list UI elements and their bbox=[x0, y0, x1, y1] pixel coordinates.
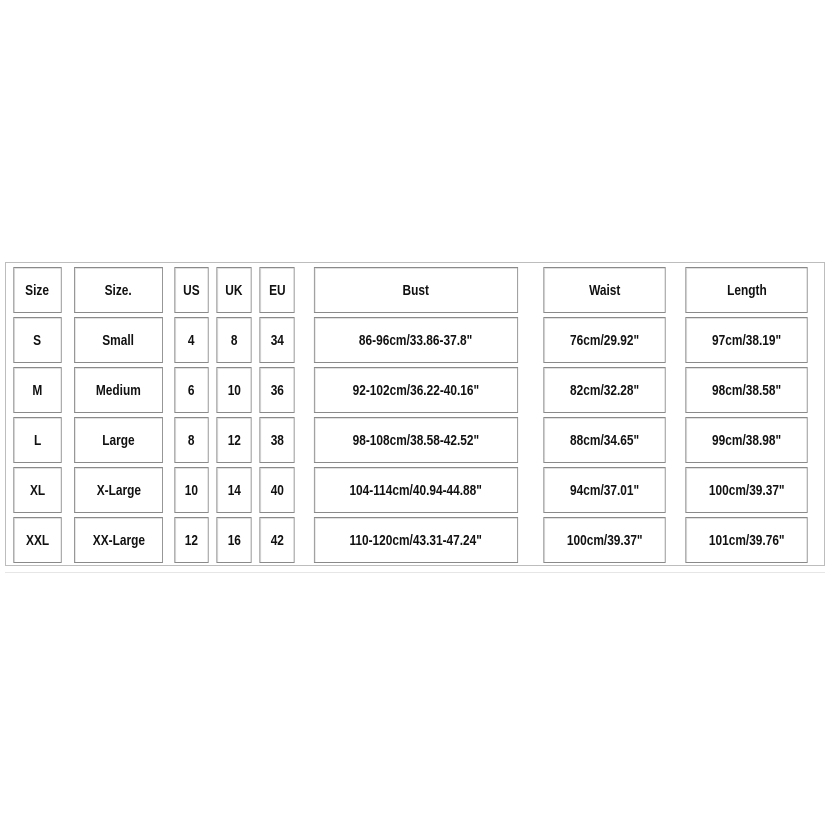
cell-us: 4 bbox=[174, 317, 208, 363]
cell-length: 100cm/39.37" bbox=[685, 467, 807, 513]
cell-length: 99cm/38.98" bbox=[685, 417, 807, 463]
cell-size-name: Large bbox=[74, 417, 163, 463]
bottom-divider bbox=[5, 572, 825, 573]
cell-size-name: Medium bbox=[74, 367, 163, 413]
cell-eu: 36 bbox=[259, 367, 294, 413]
cell-uk: 8 bbox=[216, 317, 251, 363]
cell-length: 97cm/38.19" bbox=[685, 317, 807, 363]
cell-uk: 12 bbox=[216, 417, 251, 463]
cell-us: 12 bbox=[174, 517, 208, 563]
cell-size-name: Small bbox=[74, 317, 163, 363]
cell-uk: 16 bbox=[216, 517, 251, 563]
cell-bust: 86-96cm/33.86-37.8" bbox=[314, 317, 518, 363]
cell-size-name: X-Large bbox=[74, 467, 163, 513]
cell-us: 10 bbox=[174, 467, 208, 513]
cell-eu: 34 bbox=[259, 317, 294, 363]
cell-length: 101cm/39.76" bbox=[685, 517, 807, 563]
cell-bust: 110-120cm/43.31-47.24" bbox=[314, 517, 518, 563]
cell-waist: 82cm/32.28" bbox=[543, 367, 665, 413]
table-row bbox=[10, 417, 816, 463]
size-chart bbox=[5, 262, 825, 566]
cell-uk: 10 bbox=[216, 367, 251, 413]
header-size-name: Size. bbox=[74, 267, 163, 313]
cell-us: 8 bbox=[174, 417, 208, 463]
table-row bbox=[10, 317, 816, 363]
cell-waist: 94cm/37.01" bbox=[543, 467, 665, 513]
cell-uk: 14 bbox=[216, 467, 251, 513]
header-length: Length bbox=[685, 267, 807, 313]
table-header-row bbox=[10, 267, 816, 313]
cell-bust: 98-108cm/38.58-42.52" bbox=[314, 417, 518, 463]
cell-size: XL bbox=[13, 467, 61, 513]
cell-us: 6 bbox=[174, 367, 208, 413]
cell-size: S bbox=[13, 317, 61, 363]
cell-bust: 104-114cm/40.94-44.88" bbox=[314, 467, 518, 513]
cell-length: 98cm/38.58" bbox=[685, 367, 807, 413]
size-chart-table bbox=[7, 263, 819, 567]
table-row bbox=[10, 467, 816, 513]
cell-bust: 92-102cm/36.22-40.16" bbox=[314, 367, 518, 413]
table-row bbox=[10, 367, 816, 413]
header-us: US bbox=[174, 267, 208, 313]
cell-size: L bbox=[13, 417, 61, 463]
header-waist: Waist bbox=[543, 267, 665, 313]
cell-size-name: XX-Large bbox=[74, 517, 163, 563]
cell-waist: 100cm/39.37" bbox=[543, 517, 665, 563]
cell-eu: 40 bbox=[259, 467, 294, 513]
cell-eu: 38 bbox=[259, 417, 294, 463]
header-bust: Bust bbox=[314, 267, 518, 313]
header-uk: UK bbox=[216, 267, 251, 313]
cell-size: M bbox=[13, 367, 61, 413]
cell-eu: 42 bbox=[259, 517, 294, 563]
cell-waist: 88cm/34.65" bbox=[543, 417, 665, 463]
cell-size: XXL bbox=[13, 517, 61, 563]
header-size: Size bbox=[13, 267, 61, 313]
header-eu: EU bbox=[259, 267, 294, 313]
table-row bbox=[10, 517, 816, 563]
cell-waist: 76cm/29.92" bbox=[543, 317, 665, 363]
